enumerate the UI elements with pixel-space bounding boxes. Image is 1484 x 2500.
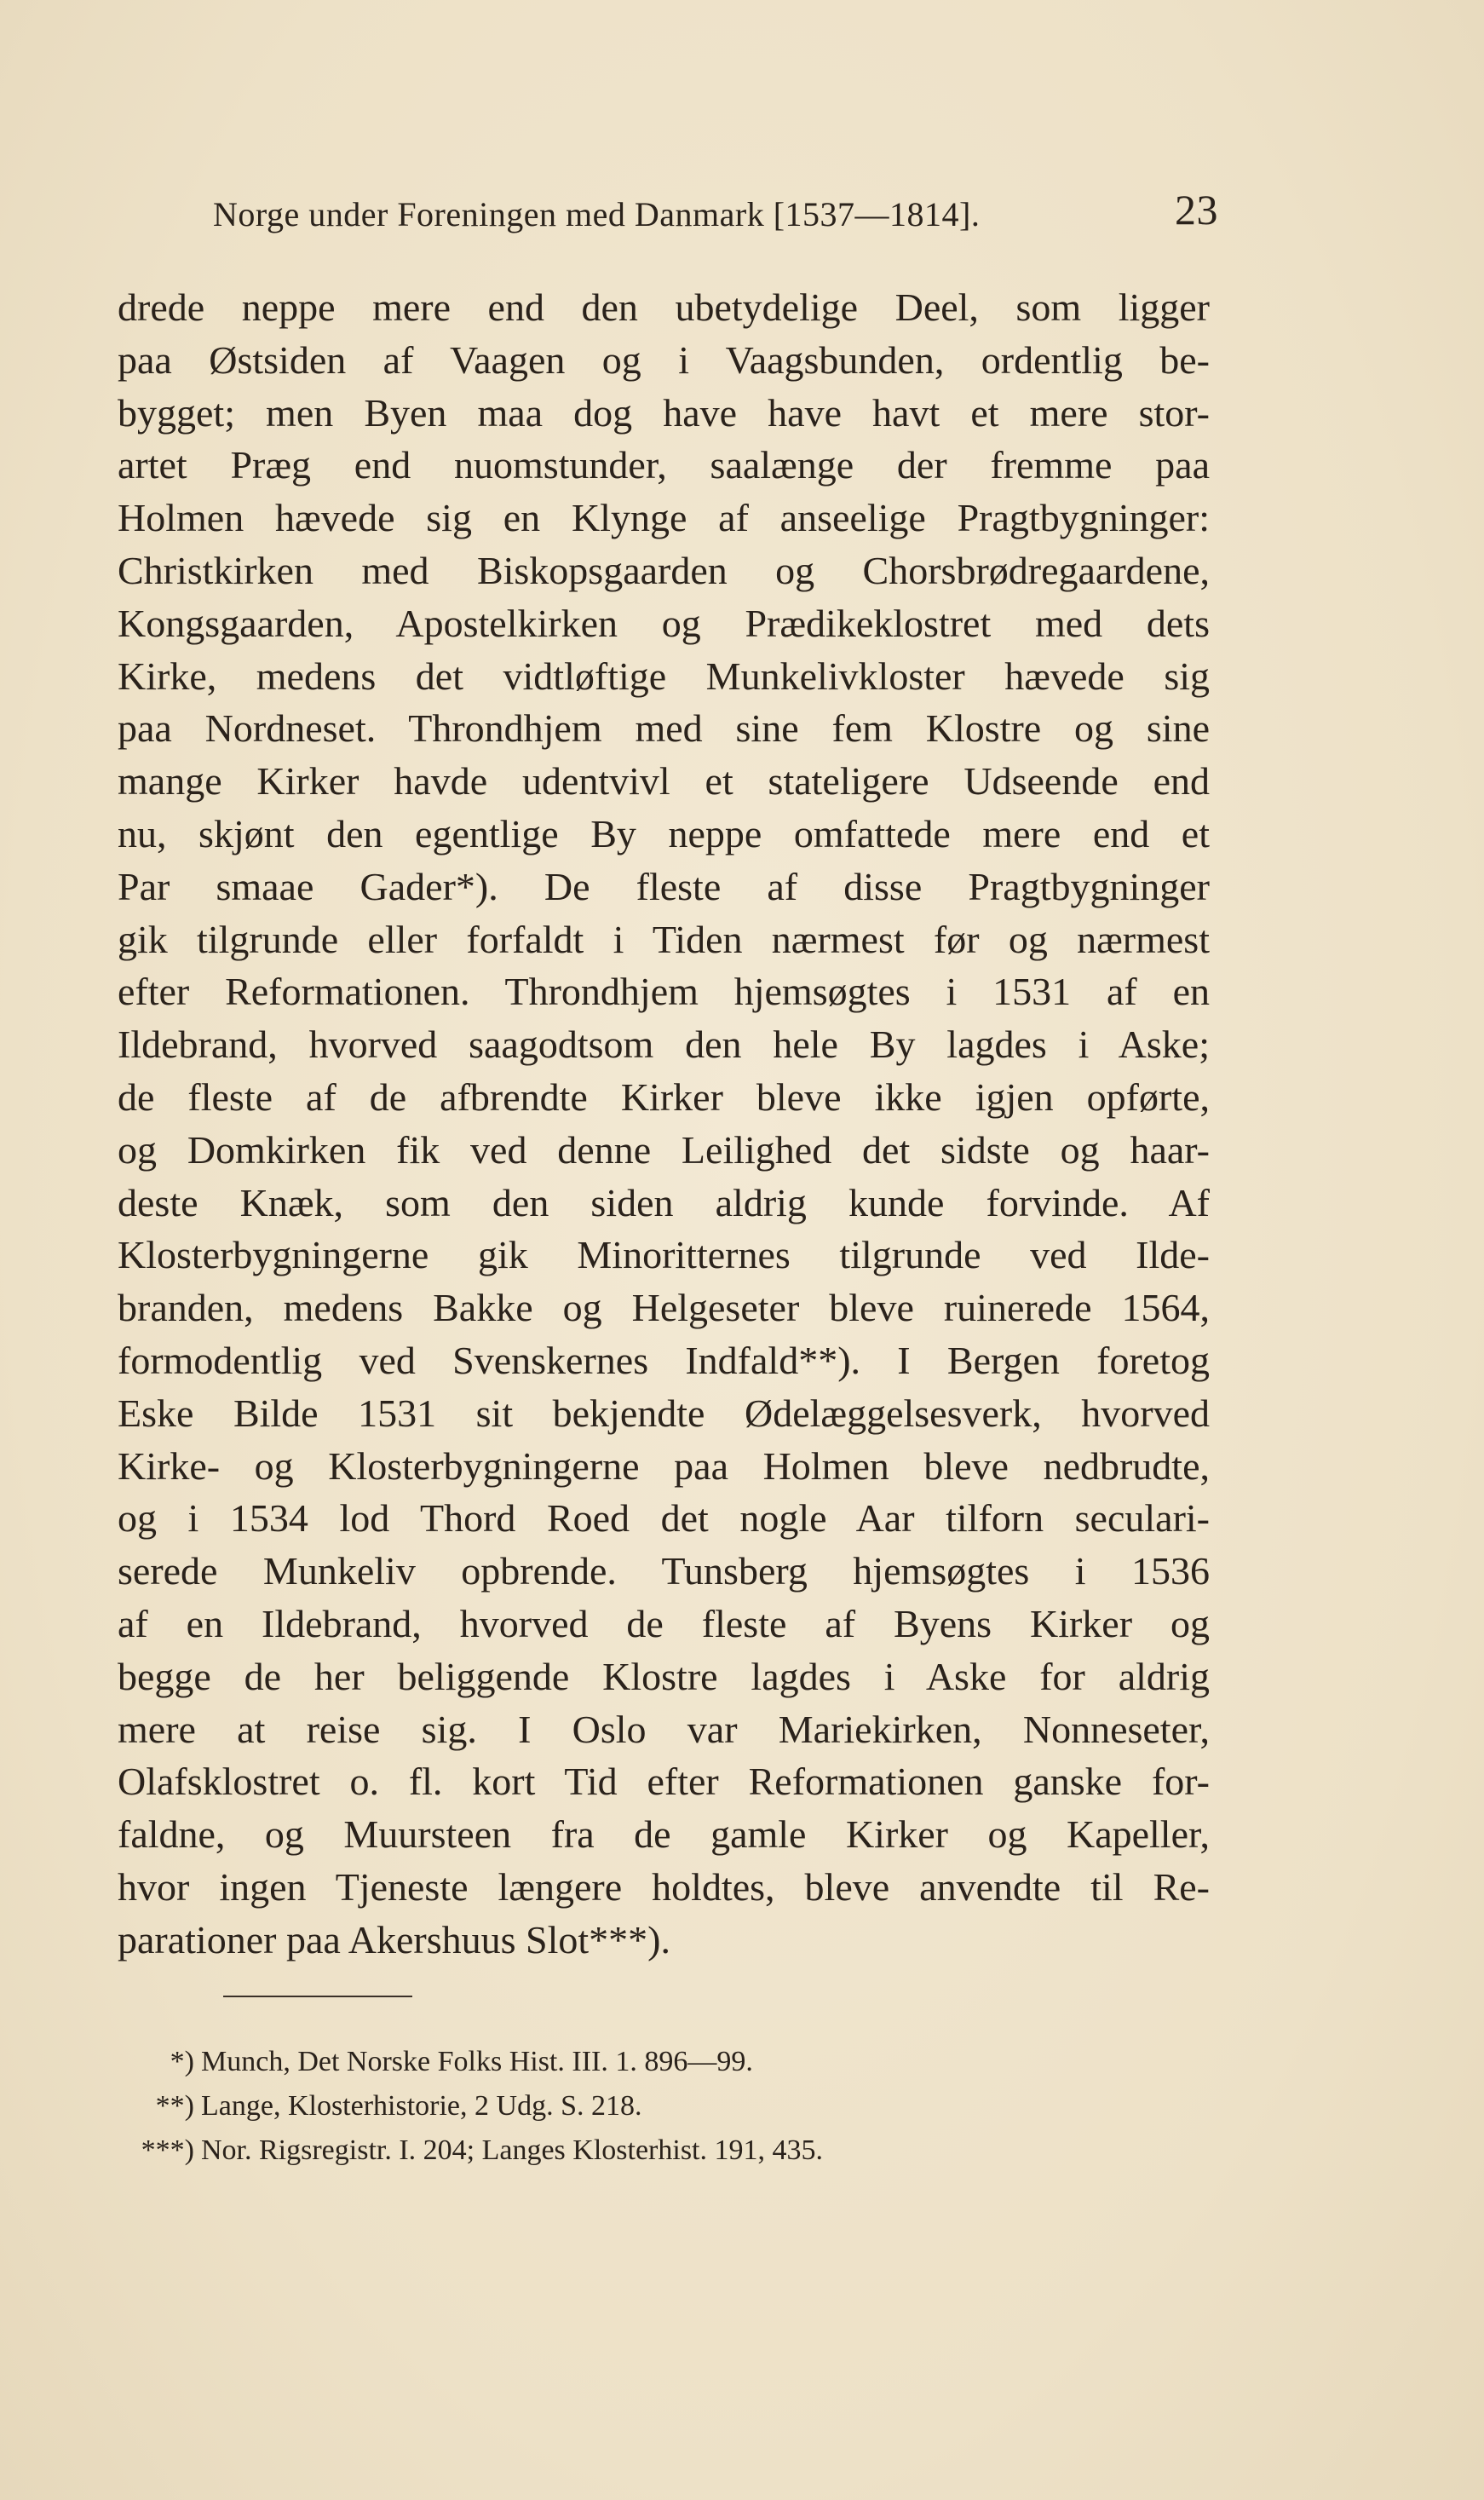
text-line: Kongsgaarden, Apostelkirken og Prædikeklostret med dets: [118, 601, 1210, 645]
text-line: Kirke, medens det vidtløftige Munkelivkloster hævede sig: [118, 654, 1210, 698]
text-line: nu, skjønt den egentlige By neppe omfattede mere end et: [118, 811, 1210, 855]
footnote-rule: [223, 1996, 412, 1997]
text-line: deste Knæk, som den siden aldrig kunde forvinde. Af: [118, 1180, 1210, 1224]
text-line: hvor ingen Tjeneste længere holdtes, bleve anvendte til Re-: [118, 1864, 1210, 1909]
footnote-text: Lange, Klosterhistorie, 2 Udg. S. 218.: [201, 2090, 642, 2122]
text-line: og Domkirken fik ved denne Leilighed det sidste og haar-: [118, 1127, 1210, 1172]
footnote-text: Munch, Det Norske Folks Hist. III. 1. 896—99.: [201, 2046, 753, 2077]
text-line: mere at reise sig. I Oslo var Mariekirken, Nonneseter,: [118, 1707, 1210, 1751]
text-line: parationer paa Akershuus Slot***).: [118, 1917, 670, 1961]
text-line: drede neppe mere end den ubetydelige Deel, som ligger: [118, 285, 1210, 329]
text-line: artet Præg end nuomstunder, saalænge der fremme paa: [118, 443, 1210, 487]
text-line: Olafsklostret o. fl. kort Tid efter Reformationen ganske for-: [118, 1760, 1210, 1804]
text-line: serede Munkeliv opbrende. Tunsberg hjemsøgtes i 1536: [118, 1549, 1210, 1593]
text-line: paa Østsiden af Vaagen og i Vaagsbunden, ordentlig be-: [118, 337, 1210, 382]
footnote: [135, 2040, 1242, 2084]
text-line: gik tilgrunde eller forfaldt i Tiden nærmest før og nærmest: [118, 917, 1210, 961]
text-line: Holmen hævede sig en Klynge af anseelige Pragtbygninger:: [118, 496, 1210, 540]
footnote: [135, 2084, 1242, 2128]
body-text: [118, 281, 1210, 1967]
text-line: Ildebrand, hvorved saagodtsom den hele By lagdes i Aske;: [118, 1022, 1210, 1067]
text-line: Par smaae Gader*). De fleste af disse Pragtbygninger: [118, 864, 1210, 908]
text-line: paa Nordneset. Throndhjem med sine fem Klostre og sine: [118, 706, 1210, 751]
running-head: [213, 186, 1218, 240]
footnote-marker: *): [170, 2046, 194, 2077]
footnote: [135, 2128, 1242, 2173]
text-line: og i 1534 lod Thord Roed det nogle Aar tilforn seculari-: [118, 1496, 1210, 1541]
text-line: Christkirken med Biskopsgaarden og Chorsbrødregaardene,: [118, 548, 1210, 592]
text-line: af en Ildebrand, hvorved de fleste af Byens Kirker og: [118, 1601, 1210, 1645]
text-line: Eske Bilde 1531 sit bekjendte Ødelæggelsesverk, hvorved: [118, 1391, 1210, 1435]
running-title: Norge under Foreningen med Danmark [1537—1814].: [213, 195, 981, 233]
text-line: de fleste af de afbrendte Kirker bleve ikke igjen opførte,: [118, 1074, 1210, 1119]
text-line: formodentlig ved Svenskernes Indfald**). I Bergen foretog: [118, 1338, 1210, 1382]
footnote-marker: ***): [141, 2134, 194, 2166]
text-line: Kirke- og Klosterbygningerne paa Holmen bleve nedbrudte,: [118, 1443, 1210, 1488]
footnotes: [135, 2040, 1242, 2173]
text-line: efter Reformationen. Throndhjem hjemsøgtes i 1531 af en: [118, 970, 1210, 1014]
text-line: Klosterbygningerne gik Minoritternes tilgrunde ved Ilde-: [118, 1233, 1210, 1277]
text-line: bygget; men Byen maa dog have have havt et mere stor-: [118, 390, 1210, 435]
text-line: begge de her beliggende Klostre lagdes i Aske for aldrig: [118, 1654, 1210, 1698]
text-line: faldne, og Muursteen fra de gamle Kirker og Kapeller,: [118, 1812, 1210, 1857]
footnote-text: Nor. Rigsregistr. I. 204; Langes Klosterhist. 191, 435.: [201, 2134, 824, 2166]
text-line: branden, medens Bakke og Helgeseter bleve ruinerede 1564,: [118, 1286, 1210, 1330]
page-number: 23: [1175, 186, 1218, 233]
footnote-marker: **): [155, 2090, 194, 2122]
text-line: mange Kirker havde udentvivl et stateligere Udseende end: [118, 759, 1210, 804]
